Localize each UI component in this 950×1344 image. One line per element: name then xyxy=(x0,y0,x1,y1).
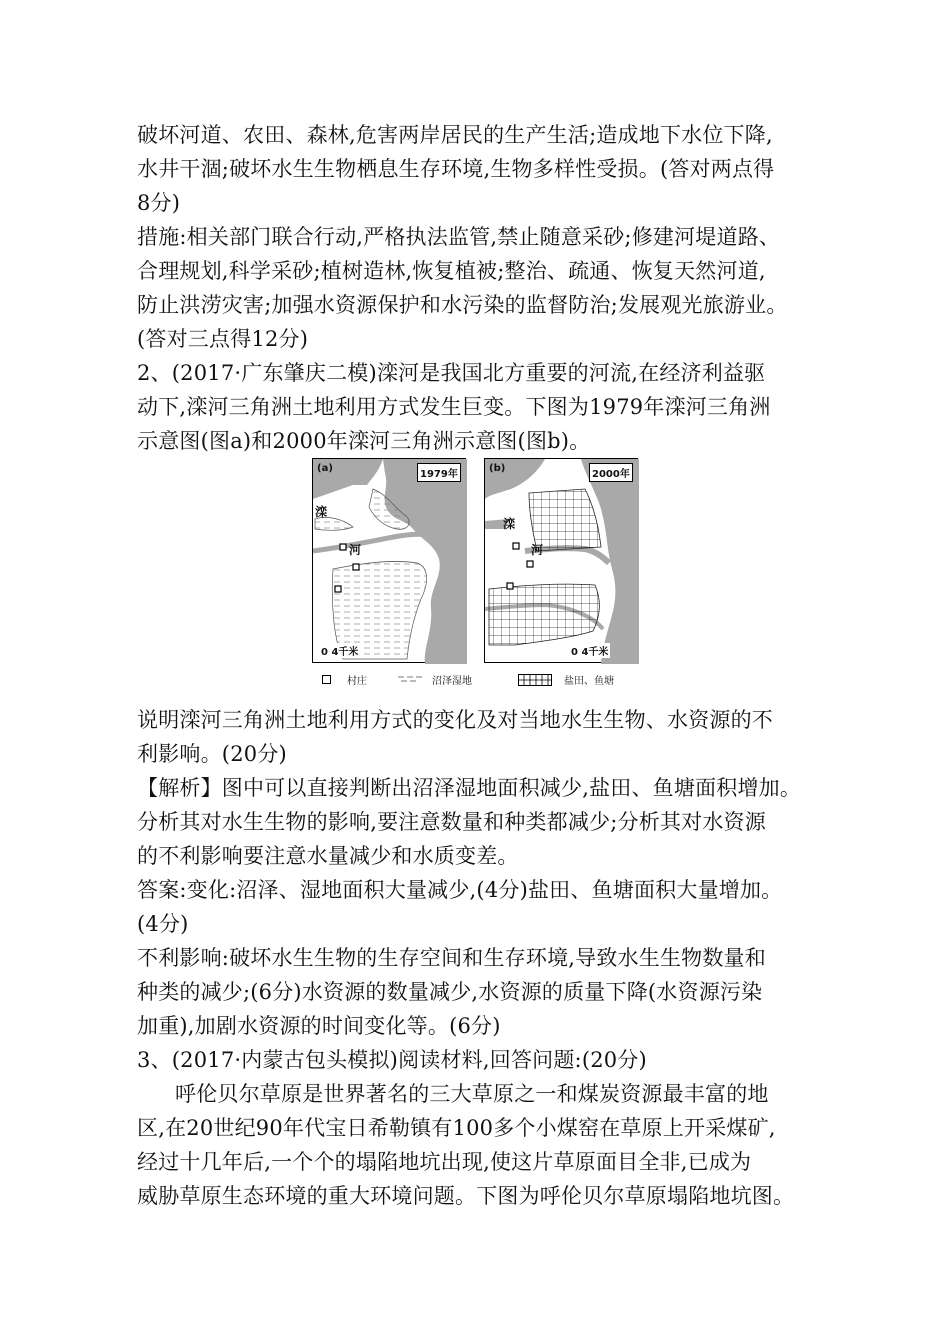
legend-marsh xyxy=(398,672,472,687)
text-line: 防止洪涝灾害;加强水资源保护和水污染的监督防治;发展观光旅游业。 xyxy=(137,293,788,317)
text-line: 水井干涸;破坏水生生物栖息生存环境,生物多样性受损。(答对两点得 xyxy=(137,157,775,181)
text-line: 威胁草原生态环境的重大环境问题。下图为呼伦贝尔草原塌陷地坑图。 xyxy=(137,1184,795,1208)
marsh-symbol xyxy=(398,675,422,685)
map-b-drawing xyxy=(485,459,639,664)
text-line: 的不利影响要注意水量减少和水质变差。 xyxy=(137,844,519,868)
analysis-line: 【解析】图中可以直接判断出沼泽湿地面积减少,盐田、鱼塘面积增加。 xyxy=(137,776,802,800)
village-symbol xyxy=(322,675,331,684)
scale-bar: 0 4千米 xyxy=(319,643,360,658)
text-line: 不利影响:破坏水生生物的生存空间和生存环境,导致水生生物数量和 xyxy=(137,946,766,970)
map-a-1979 xyxy=(312,458,466,663)
text-line: 措施:相关部门联合行动,严格执法监管,禁止随意采砂;修建河堤道路、 xyxy=(137,225,781,249)
text-line: 种类的减少;(6分)水资源的数量减少,水资源的质量下降(水资源污染 xyxy=(137,980,763,1004)
text-line: 破坏河道、农田、森林,危害两岸居民的生产生活;造成地下水位下降, xyxy=(137,123,773,147)
answer-line: 答案:变化:沼泽、湿地面积大量减少,(4分)盐田、鱼塘面积大量增加。 xyxy=(137,878,783,902)
river-name-char: 滦 xyxy=(503,517,516,531)
year-label: 2000年 xyxy=(589,463,633,482)
legend-label: 盐田、鱼塘 xyxy=(564,676,614,687)
legend-label: 村庄 xyxy=(347,676,367,687)
text-line: 合理规划,科学采砂;植树造林,恢复植被;整治、疏通、恢复天然河道, xyxy=(137,259,766,283)
delta-map-figure xyxy=(312,458,638,698)
text-line: 区,在20世纪90年代宝日希勒镇有100多个小煤窑在草原上开采煤矿, xyxy=(137,1116,776,1140)
legend-saltfield xyxy=(518,672,614,687)
map-a-drawing xyxy=(313,459,467,664)
text-line: 8分) xyxy=(137,191,181,215)
panel-label: (b) xyxy=(489,463,506,474)
river-name-char: 滦 xyxy=(315,505,328,519)
scale-bar: 0 4千米 xyxy=(569,643,610,658)
text-line: 说明滦河三角洲土地利用方式的变化及对当地水生生物、水资源的不 xyxy=(137,708,773,732)
text-line: 呼伦贝尔草原是世界著名的三大草原之一和煤炭资源最丰富的地 xyxy=(175,1082,769,1106)
year-label: 1979年 xyxy=(417,463,461,482)
question-3-heading: 3、(2017·内蒙古包头模拟)阅读材料,回答问题:(20分) xyxy=(137,1048,647,1072)
text-line: 经过十几年后,一个个的塌陷地坑出现,使这片草原面目全非,已成为 xyxy=(137,1150,752,1174)
legend-label: 沼泽湿地 xyxy=(432,676,472,687)
saltfield-symbol xyxy=(518,674,552,686)
text-line: 示意图(图a)和2000年滦河三角洲示意图(图b)。 xyxy=(137,429,591,453)
text-line: 分析其对水生生物的影响,要注意数量和种类都减少;分析其对水资源 xyxy=(137,810,766,834)
river-name-char: 河 xyxy=(349,543,362,557)
text-line: 动下,滦河三角洲土地利用方式发生巨变。下图为1979年滦河三角洲 xyxy=(137,395,771,419)
text-line: 加重),加剧水资源的时间变化等。(6分) xyxy=(137,1014,501,1038)
map-b-2000 xyxy=(484,458,638,663)
legend-village xyxy=(322,672,367,687)
text-line: (答对三点得12分) xyxy=(137,327,309,351)
text-line: (4分) xyxy=(137,912,189,936)
text-line: 利影响。(20分) xyxy=(137,742,287,766)
question-2-heading: 2、(2017·广东肇庆二模)滦河是我国北方重要的河流,在经济利益驱 xyxy=(137,361,766,385)
river-name-char: 河 xyxy=(531,543,544,557)
panel-label: (a) xyxy=(317,463,333,474)
